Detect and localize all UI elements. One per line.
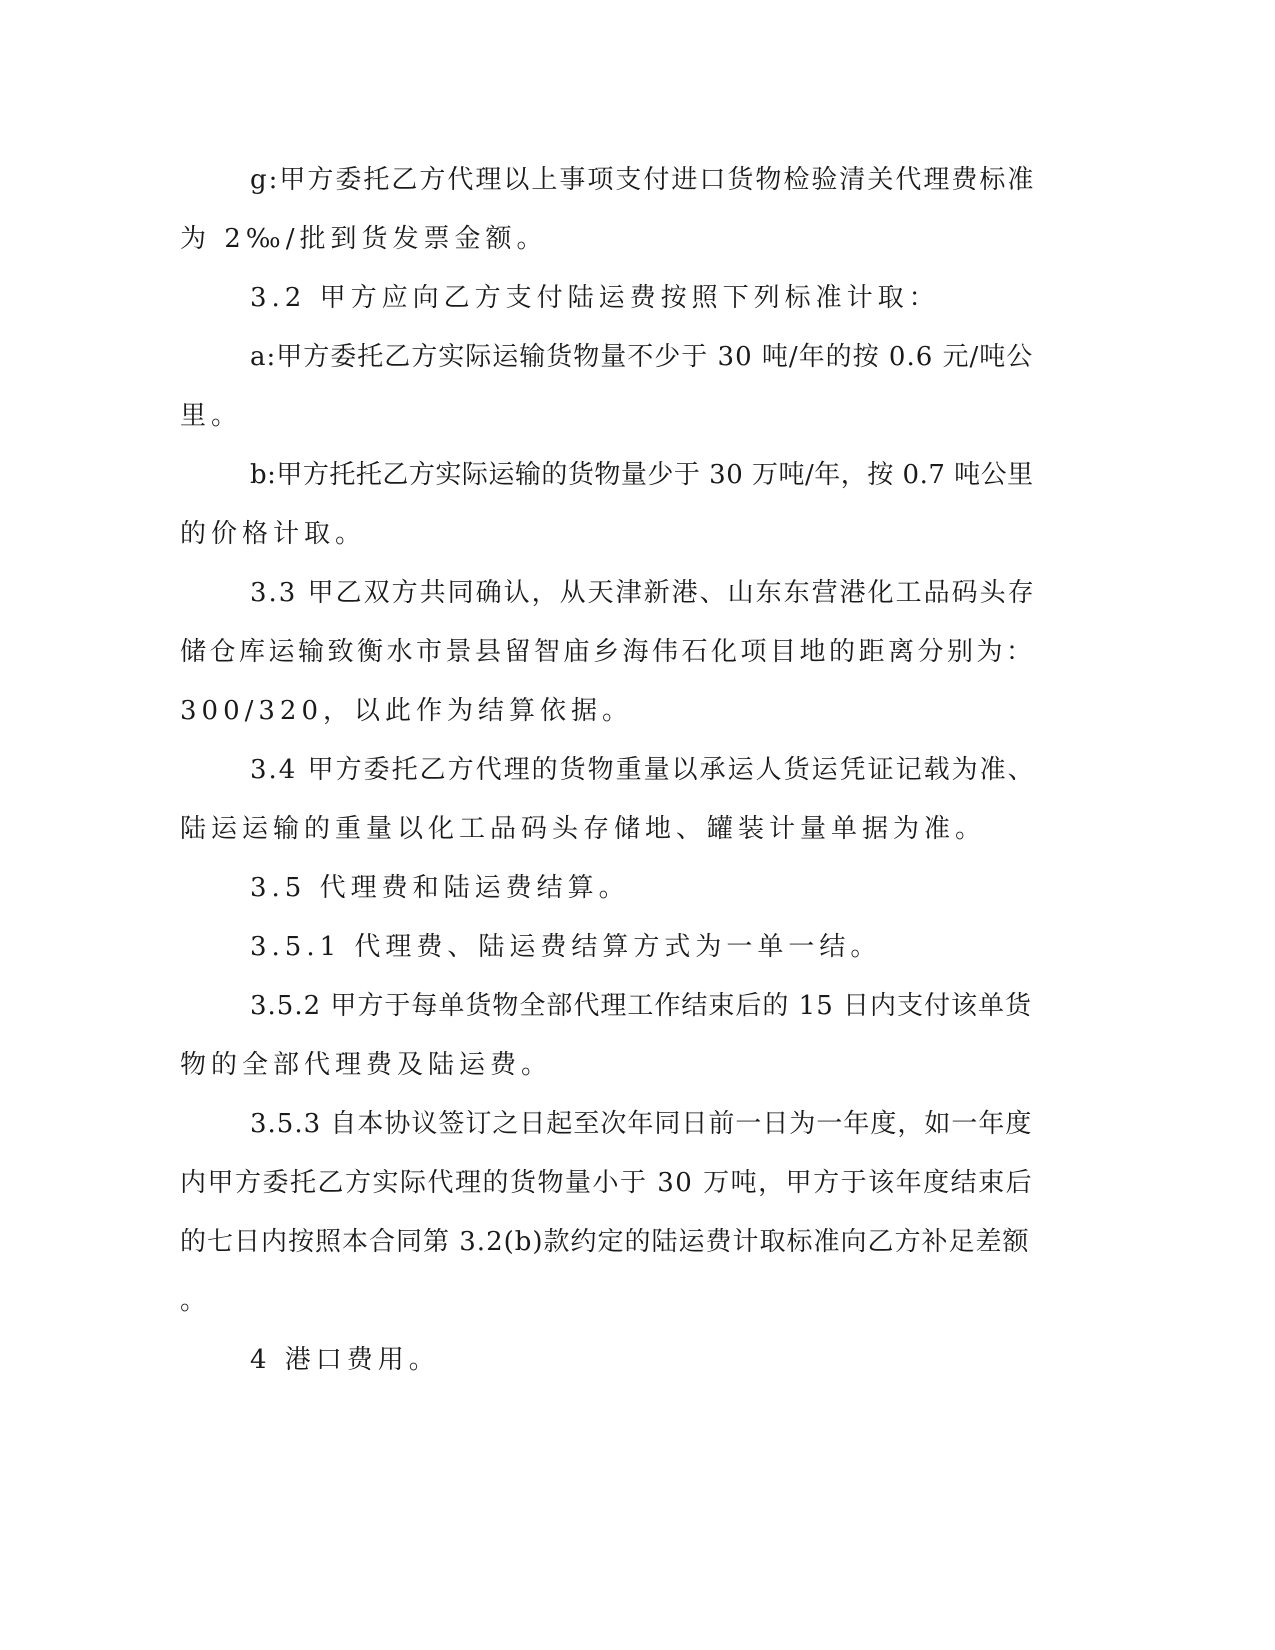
text-line: 物的全部代理费及陆运费。 (180, 1050, 553, 1080)
text-line: b:甲方托托乙方实际运输的货物量少于 30 万吨/年，按 0.7 吨公里 (250, 460, 1034, 490)
text-line: 里。 (180, 401, 243, 431)
text-line: 300/320，以此作为结算依据。 (180, 696, 634, 726)
text-line: 4 港口费用。 (250, 1345, 440, 1375)
text-line: 3.5 代理费和陆运费结算。 (250, 873, 630, 903)
text-line: 的七日内按照本合同第 3.2(b)款约定的陆运费计取标准向乙方补足差额 (180, 1227, 1030, 1257)
text-line: 3.2 甲方应向乙方支付陆运费按照下列标准计取： (250, 283, 940, 313)
text-line: 3.4 甲方委托乙方代理的货物重量以承运人货运凭证记载为准、 (250, 755, 1036, 785)
text-line: 3.3 甲乙双方共同确认，从天津新港、山东东营港化工品码头存 (250, 578, 1036, 608)
text-line: g:甲方委托乙方代理以上事项支付进口货物检验清关代理费标准 (250, 165, 1036, 195)
text-line: 3.5.3 自本协议签订之日起至次年同日前一日为一年度，如一年度 (250, 1109, 1033, 1139)
text-line: 3.5.1 代理费、陆运费结算方式为一单一结。 (250, 932, 882, 962)
text-line: a:甲方委托乙方实际运输货物量不少于 30 吨/年的按 0.6 元/吨公 (250, 342, 1034, 372)
text-line: 陆运运输的重量以化工品码头存储地、罐装计量单据为准。 (180, 814, 987, 844)
text-line: 3.5.2 甲方于每单货物全部代理工作结束后的 15 日内支付该单货 (250, 991, 1033, 1021)
text-line: 储仓库运输致衡水市景县留智庙乡海伟石化项目地的距离分别为： (180, 637, 1036, 667)
text-line: 。 (180, 1286, 212, 1316)
text-line: 内甲方委托乙方实际代理的货物量小于 30 万吨，甲方于该年度结束后 (180, 1168, 1034, 1198)
text-line: 的价格计取。 (180, 519, 367, 549)
text-line: 为 2‰/批到货发票金额。 (180, 224, 548, 254)
